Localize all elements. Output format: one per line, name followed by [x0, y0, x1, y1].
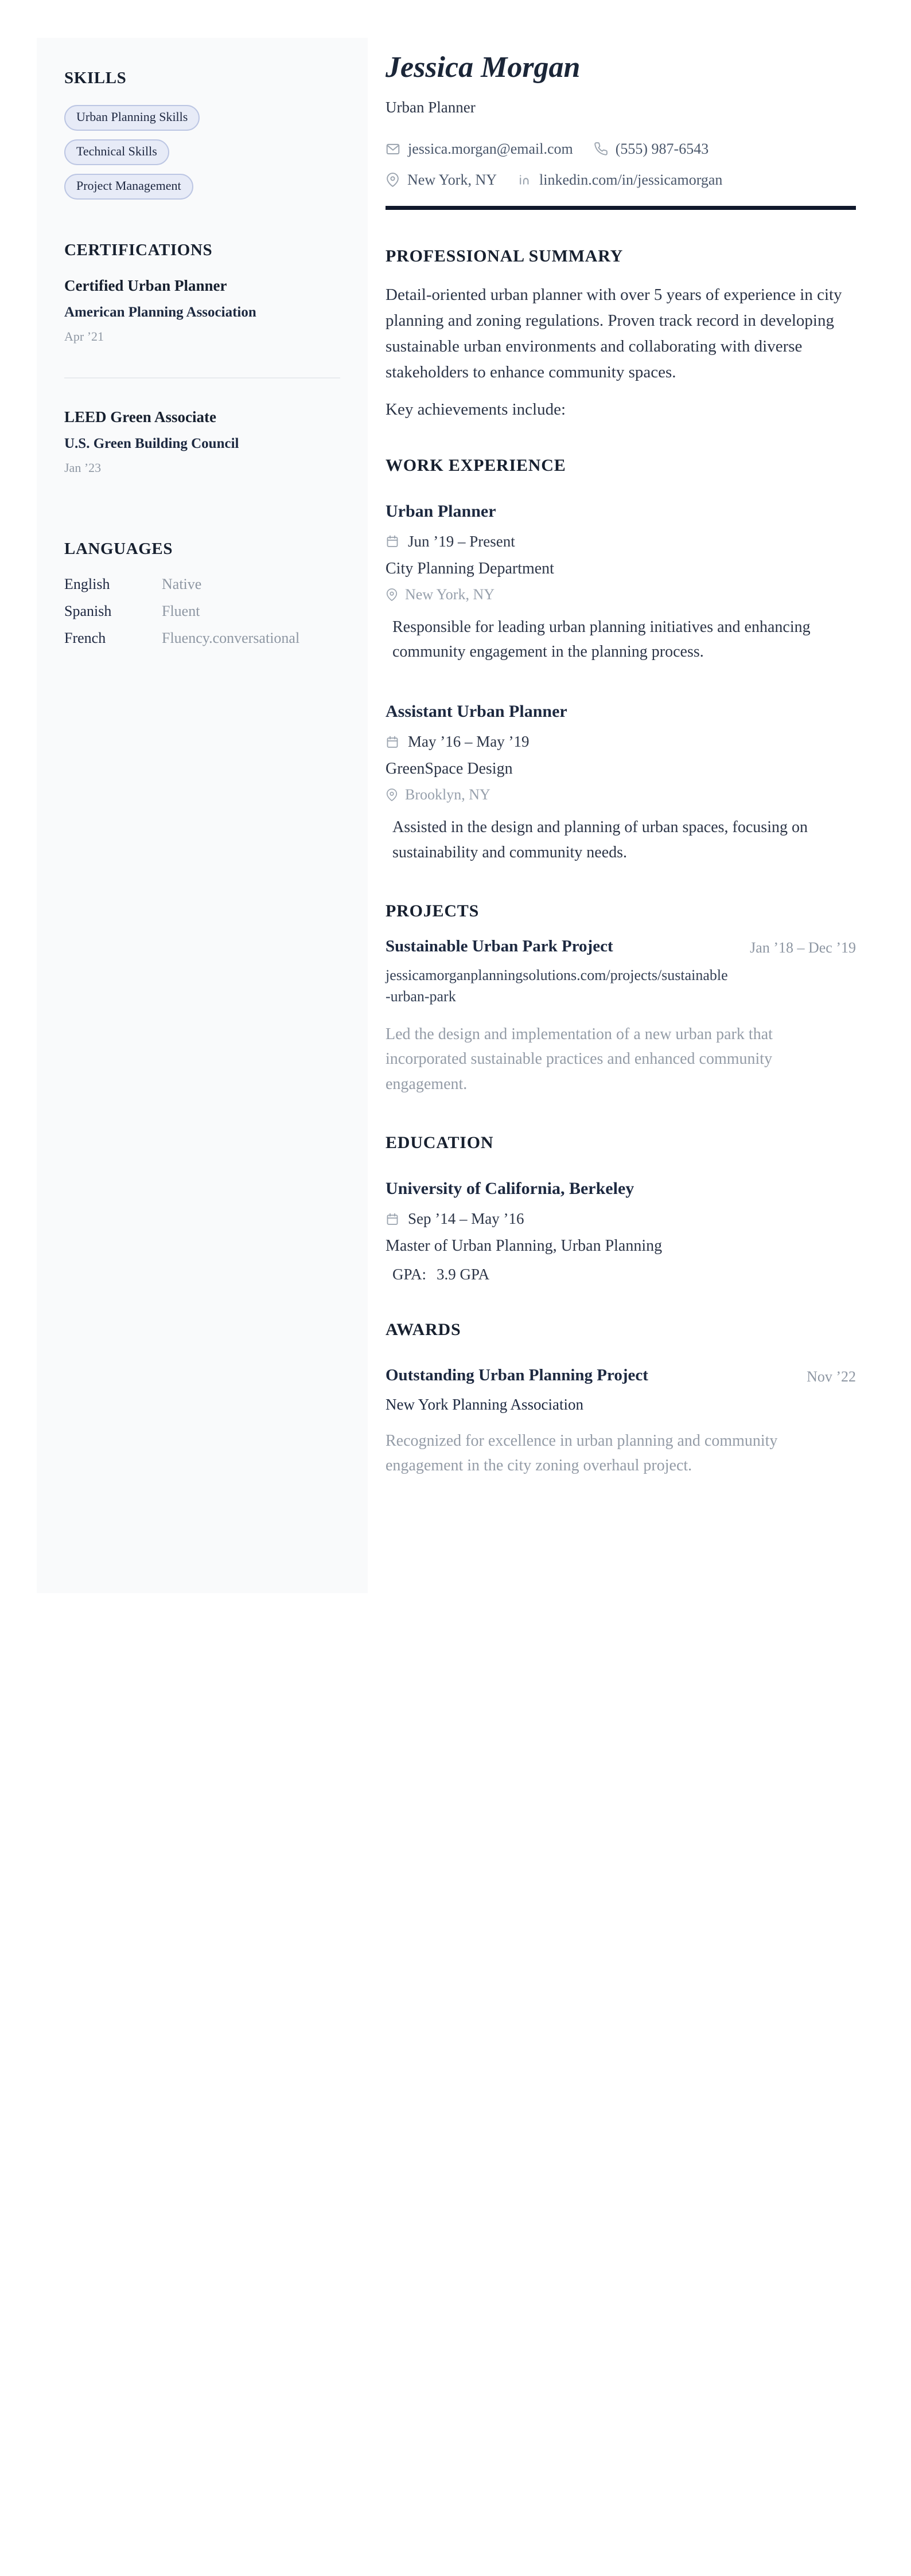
education-entry: [386, 1179, 856, 1283]
contact-location: [386, 171, 497, 189]
gpa-value: 3.9 GPA: [437, 1266, 490, 1283]
contact-phone: [594, 140, 708, 158]
award-description: Recognized for excellence in urban planning and community engagement in the city zoning overhaul project.: [386, 1432, 778, 1475]
language-level: Native: [162, 576, 202, 592]
awards-section: [386, 1320, 856, 1478]
summary-heading: PROFESSIONAL SUMMARY: [386, 246, 624, 266]
pin-icon: [386, 588, 398, 601]
certification-date: Jan ’23: [64, 460, 102, 475]
calendar-icon: [386, 735, 399, 749]
certification-name: Certified Urban Planner: [64, 277, 227, 294]
project-title: Sustainable Urban Park Project: [386, 937, 613, 956]
resume-header: [386, 50, 856, 210]
certification-org: American Planning Association: [64, 305, 256, 320]
language-row: [64, 630, 340, 647]
gpa-label: GPA:: [392, 1266, 427, 1283]
education-heading: EDUCATION: [386, 1133, 494, 1153]
skill-pill: Project Management: [64, 174, 193, 200]
certification-date: Apr ’21: [64, 329, 104, 344]
job-entry: [386, 702, 856, 865]
project-description: Led the design and implementation of a new urban park that incorporated sustainable practices and enhanced community engagement.: [386, 1025, 773, 1093]
job-location: Brooklyn, NY: [405, 786, 490, 803]
contact-email[interactable]: [386, 140, 573, 158]
project-header-row: [386, 937, 856, 1007]
job-location-row: [386, 586, 856, 603]
education-section: [386, 1133, 856, 1283]
job-date-row: [386, 533, 856, 551]
certification-name: LEED Green Associate: [64, 408, 216, 426]
resume-main: [386, 50, 856, 1478]
work-experience-section: [386, 456, 856, 865]
education-date: Sep ’14 – May ’16: [408, 1210, 524, 1228]
language-name: French: [64, 630, 106, 646]
job-description: Responsible for leading urban planning initiatives and enhancing community engagement in the planning process.: [392, 618, 811, 661]
certifications-section: [64, 241, 340, 475]
education-gpa-row: [386, 1266, 856, 1283]
contact-email-text: jessica.morgan@email.com: [408, 140, 573, 157]
languages-section: [64, 540, 340, 647]
summary-paragraph: Detail-oriented urban planner with over 5 years of experience in city planning and zoning regulations. Proven track record in developing sustainable urban environments and collaborating with diverse stakeholders to enhance community spaces.: [386, 285, 842, 381]
certification-item: [64, 277, 340, 344]
skills-pill-list: [64, 105, 340, 200]
job-description: Assisted in the design and planning of urban spaces, focusing on sustainability and community needs.: [392, 818, 808, 861]
job-title: Assistant Urban Planner: [386, 702, 567, 721]
work-experience-heading: WORK EXPERIENCE: [386, 455, 566, 475]
mail-icon: [386, 142, 400, 157]
certification-org: U.S. Green Building Council: [64, 436, 239, 451]
job-company: City Planning Department: [386, 559, 554, 577]
project-entry: [386, 937, 856, 1096]
job-date-row: [386, 733, 856, 751]
language-row: [64, 603, 340, 620]
award-org: New York Planning Association: [386, 1396, 584, 1414]
pin-icon: [386, 789, 398, 801]
education-degree: Master of Urban Planning, Urban Planning: [386, 1237, 663, 1255]
projects-section: [386, 901, 856, 1096]
project-url[interactable]: jessicamorganplanningsolutions.com/projects/sustainable-urban-park: [386, 967, 728, 1005]
contact-location-text: New York, NY: [407, 171, 497, 188]
job-company: GreenSpace Design: [386, 760, 513, 778]
calendar-icon: [386, 1212, 399, 1226]
skill-pill: Urban Planning Skills: [64, 105, 200, 131]
award-entry: [386, 1366, 856, 1478]
person-name: Jessica Morgan: [386, 51, 581, 84]
contact-linkedin-text: linkedin.com/in/jessicamorgan: [539, 171, 723, 188]
skills-heading: SKILLS: [64, 69, 127, 87]
language-name: English: [64, 576, 110, 592]
pin-icon: [386, 173, 400, 187]
job-date: May ’16 – May ’19: [408, 733, 530, 751]
language-row: [64, 576, 340, 593]
certification-item: [64, 408, 340, 475]
summary-key-line: Key achievements include:: [386, 400, 566, 419]
project-title-block: [386, 937, 730, 1007]
award-title: Outstanding Urban Planning Project: [386, 1366, 648, 1385]
linkedin-icon: [517, 173, 532, 187]
job-location: New York, NY: [405, 586, 495, 603]
skill-pill: Technical Skills: [64, 139, 169, 165]
education-school: University of California, Berkeley: [386, 1179, 634, 1199]
summary-section: [386, 247, 856, 419]
awards-heading: AWARDS: [386, 1320, 461, 1340]
job-date: Jun ’19 – Present: [408, 532, 515, 550]
award-header-row: [386, 1366, 856, 1385]
person-job-title: Urban Planner: [386, 98, 476, 116]
job-title: Urban Planner: [386, 501, 496, 521]
contact-linkedin[interactable]: [517, 171, 722, 189]
language-name: Spanish: [64, 603, 112, 619]
skills-section: [64, 69, 340, 200]
education-date-row: [386, 1210, 856, 1228]
certifications-heading: CERTIFICATIONS: [64, 241, 213, 259]
header-divider-rule: [386, 206, 856, 210]
award-date: Nov ’22: [807, 1368, 856, 1385]
contact-phone-text: (555) 987-6543: [615, 140, 709, 157]
project-date: Jan ’18 – Dec ’19: [750, 939, 856, 957]
language-level: Fluent: [162, 603, 200, 619]
job-location-row: [386, 786, 856, 803]
certification-divider: [64, 377, 340, 378]
language-level: Fluency.conversational: [162, 630, 300, 646]
languages-heading: LANGUAGES: [64, 540, 173, 558]
calendar-icon: [386, 534, 399, 548]
job-entry: [386, 502, 856, 665]
contact-row-2: [386, 171, 856, 189]
projects-heading: PROJECTS: [386, 901, 480, 921]
phone-icon: [594, 142, 608, 156]
contact-row-1: [386, 140, 856, 158]
sidebar: [37, 38, 368, 1593]
